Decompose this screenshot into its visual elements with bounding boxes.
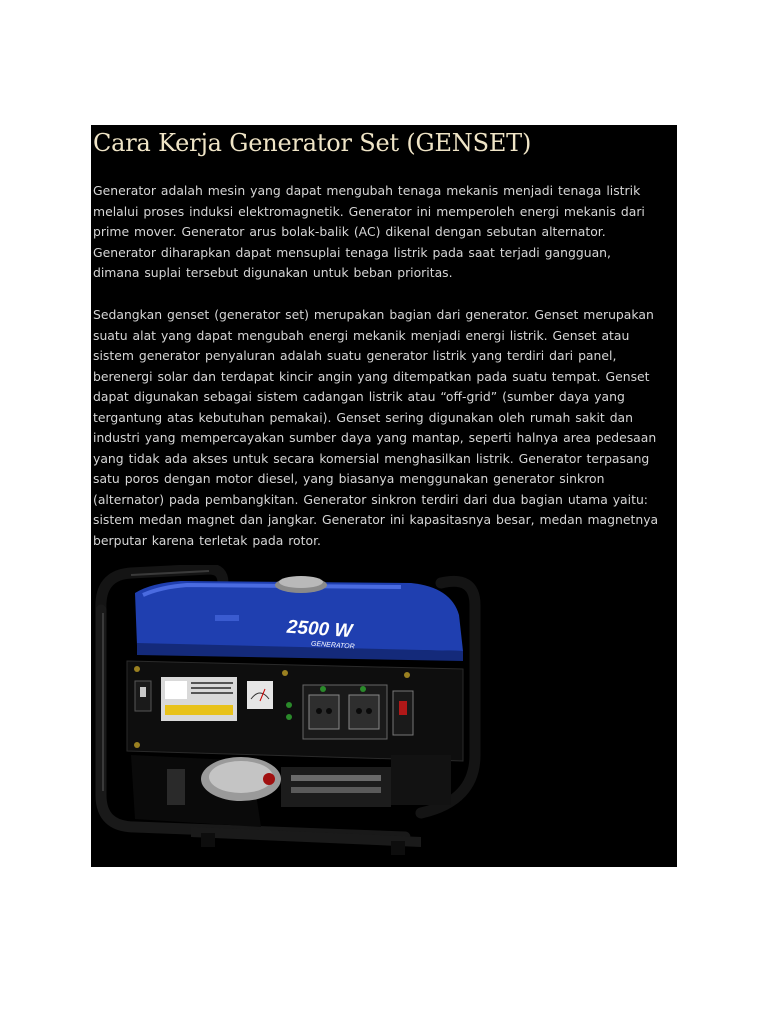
indicator-light	[286, 714, 292, 720]
text-line: yang tidak ada akses untuk secara komersial menghasilkan listrik. Generator terpasang	[93, 450, 650, 466]
text-line: melalui proses induksi elektromagnetik. Generator ini memperoleh energi mekanis dari	[93, 203, 645, 219]
generator-label: GENERATOR	[310, 640, 355, 651]
indicator-light	[286, 702, 292, 708]
voltmeter	[247, 681, 273, 709]
text-line: dimana suplai tersebut digunakan untuk beban prioritas.	[93, 265, 453, 280]
text-line: berputar karena terletak pada rotor.	[93, 532, 321, 548]
text-line: berenergi solar dan terdapat kincir angin yang ditempatkan pada suatu tempat. Genset	[93, 368, 650, 384]
text-line: industri yang mempercayakan sumber daya yang mantap, seperti halnya area pedesaan	[93, 430, 657, 445]
text-line: prime mover. Generator arus bolak-balik (AC) dikenal dengan sebutan alternator.	[93, 224, 606, 239]
power-label: 2500 W	[286, 616, 353, 643]
text-line: (alternator) pada pembangkitan. Generator sinkron terdiri dari dua bagian utama yaitu:	[93, 491, 648, 507]
text-line: dapat digunakan sebagai sistem cadangan listrik atau “off-grid” (sumber daya yang	[93, 389, 625, 404]
text-line: Sedangkan genset (generator set) merupakan bagian dari generator. Genset merupakan	[93, 307, 654, 322]
paragraph-genset	[93, 305, 677, 551]
article-panel	[91, 125, 677, 867]
brand-sticker	[215, 615, 239, 621]
text-line: sistem medan magnet dan jangkar. Generator ini kapasitasnya besar, medan magnetnya	[93, 512, 659, 527]
text-line: Generator diharapkan dapat mensuplai tenaga listrik pada saat terjadi gangguan,	[93, 244, 611, 260]
text-line: tergantung atas kebutuhan pemakai). Genset sering digunakan oleh rumah sakit dan	[93, 409, 634, 425]
article-title: Cara Kerja Generator Set (GENSET)	[93, 129, 532, 157]
paragraph-generator	[93, 181, 677, 284]
text-line: sistem generator penyaluran adalah suatu generator listrik yang terdiri dari panel,	[93, 348, 617, 363]
text-line: satu poros dengan motor diesel, yang biasanya menggunakan generator sinkron	[93, 471, 605, 486]
generator-photo	[91, 565, 491, 867]
text-line: suatu alat yang dapat mengubah energi mekanik menjadi energi listrik. Genset atau	[93, 327, 630, 343]
text-line: Generator adalah mesin yang dapat mengubah tenaga mekanis menjadi tenaga listrik	[93, 183, 641, 198]
